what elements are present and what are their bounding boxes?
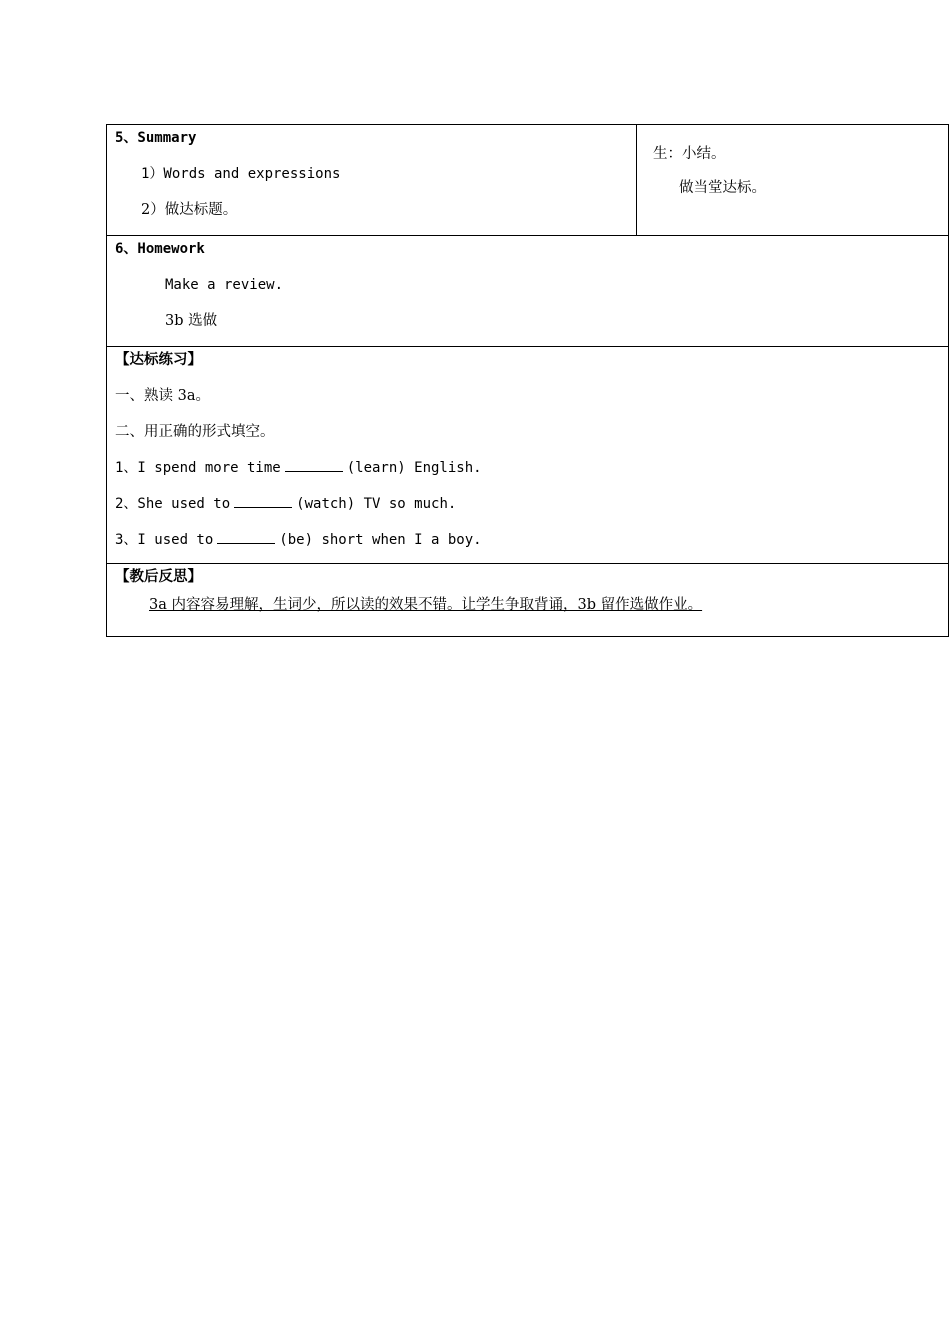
question-2 (115, 495, 940, 513)
practice-part-1: 一、熟读 3a。 (115, 388, 210, 404)
homework-item-1: Make a review. (165, 277, 284, 293)
summary-item-1: 1）Words and expressions (141, 166, 341, 182)
question-3-prefix: 3、I used to (115, 532, 214, 548)
summary-heading: 5、Summary (115, 130, 197, 146)
reflection-row (107, 564, 949, 637)
homework-row (107, 236, 949, 347)
student-line-2: 做当堂达标。 (679, 180, 766, 196)
practice-heading: 【达标练习】 (115, 351, 202, 368)
question-1 (115, 459, 940, 477)
student-cell (637, 125, 949, 236)
reflection-heading: 【教后反思】 (115, 568, 202, 585)
question-1-blank (285, 459, 343, 472)
homework-cell (107, 236, 949, 347)
question-3-suffix: (be) short when I a boy. (279, 532, 482, 548)
reflection-text: 3a 内容容易理解，生词少，所以读的效果不错。让学生争取背诵，3b 留作选做作业。 (149, 597, 703, 613)
practice-row (107, 347, 949, 564)
question-3 (115, 531, 940, 549)
question-2-prefix: 2、She used to (115, 496, 231, 512)
summary-item-2: 2）做达标题。 (141, 202, 238, 218)
homework-heading: 6、Homework (115, 241, 205, 257)
question-2-blank (234, 495, 292, 508)
practice-cell (107, 347, 949, 564)
reflection-cell (107, 564, 949, 637)
summary-cell (107, 125, 637, 236)
lesson-plan-table (106, 124, 949, 637)
student-line-1: 生：小结。 (653, 146, 726, 162)
question-2-suffix: (watch) TV so much. (296, 496, 457, 512)
homework-item-2: 3b 选做 (165, 313, 218, 329)
question-1-prefix: 1、I spend more time (115, 460, 281, 476)
question-3-blank (217, 531, 275, 544)
practice-part-2: 二、用正确的形式填空。 (115, 424, 275, 440)
question-1-suffix: (learn) English. (346, 460, 482, 476)
summary-row (107, 125, 949, 236)
